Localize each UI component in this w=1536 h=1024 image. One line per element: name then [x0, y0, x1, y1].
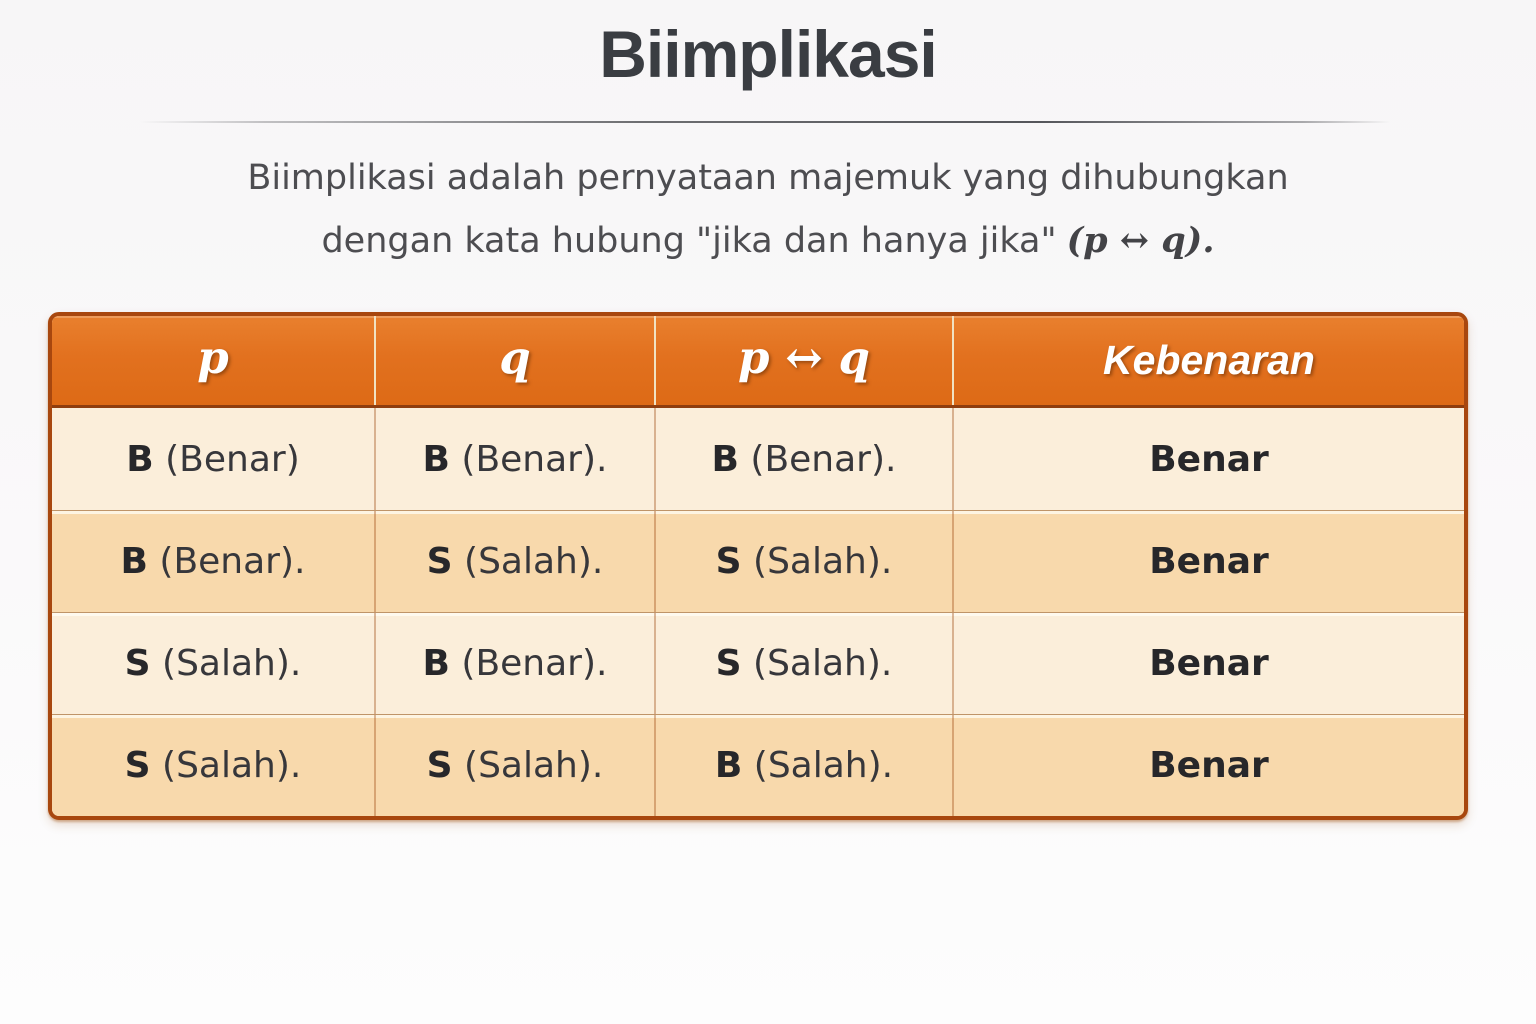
cell-result: [952, 408, 1464, 510]
truth-letter: S: [426, 541, 453, 582]
truth-letter: B: [126, 438, 154, 480]
biconditional-formula: (p ↔ q).: [1066, 220, 1215, 261]
truth-word: (Salah).: [742, 745, 894, 786]
truth-word: (Benar).: [449, 438, 608, 480]
cell-result: [952, 715, 1464, 816]
description-line2-text: dengan kata hubung "jika dan hanya jika": [321, 221, 1057, 261]
result-label: Benar: [1149, 541, 1269, 582]
truth-word: (Salah).: [452, 745, 604, 786]
truth-word: (Benar).: [449, 643, 608, 684]
truth-table: [48, 312, 1468, 820]
result-label: Benar: [1149, 745, 1269, 786]
column-header-kebenaran-label: Kebenaran: [1103, 337, 1315, 383]
cell-biconditional: [654, 715, 952, 816]
truth-letter: S: [426, 745, 453, 786]
description-line-1: Biimplikasi adalah pernyataan majemuk yang dihubungkan: [247, 158, 1289, 198]
cell-biconditional: [654, 511, 952, 612]
truth-word: (Benar).: [738, 438, 897, 480]
cell-biconditional: [654, 408, 952, 510]
table-row: [52, 612, 1464, 714]
truth-letter: B: [714, 745, 743, 786]
truth-letter: B: [422, 643, 450, 684]
title-divider: [140, 121, 1390, 123]
result-label: Benar: [1149, 643, 1269, 684]
truth-letter: B: [120, 541, 148, 582]
truth-word: (Benar): [153, 438, 300, 480]
truth-word: (Salah).: [150, 745, 302, 786]
truth-word: (Benar).: [147, 541, 306, 582]
cell-q: [374, 511, 654, 612]
truth-letter: B: [422, 438, 450, 480]
column-header-p-label: p: [197, 331, 229, 384]
cell-q: [374, 408, 654, 510]
cell-p: [52, 613, 374, 714]
column-header-q: [374, 316, 654, 405]
column-header-biconditional: [654, 316, 952, 405]
truth-word: (Salah).: [452, 541, 604, 582]
truth-letter: B: [711, 438, 739, 480]
truth-letter: S: [124, 745, 151, 786]
truth-letter: S: [715, 541, 742, 582]
page-title: Biimplikasi: [599, 17, 937, 91]
cell-biconditional: [654, 613, 952, 714]
truth-letter: S: [124, 643, 151, 684]
result-label: Benar: [1149, 438, 1269, 480]
table-row: [52, 510, 1464, 612]
cell-q: [374, 613, 654, 714]
table-row: [52, 714, 1464, 816]
truth-word: (Salah).: [150, 643, 302, 684]
truth-word: (Salah).: [741, 541, 893, 582]
cell-p: [52, 715, 374, 816]
table-header-row: [52, 316, 1464, 408]
truth-word: (Salah).: [741, 643, 893, 684]
cell-result: [952, 613, 1464, 714]
cell-p: [52, 408, 374, 510]
cell-q: [374, 715, 654, 816]
cell-result: [952, 511, 1464, 612]
column-header-q-label: q: [499, 331, 531, 384]
column-header-kebenaran: [952, 316, 1464, 405]
column-header-p: [52, 316, 374, 405]
table-row: [52, 408, 1464, 510]
truth-letter: S: [715, 643, 742, 684]
description-line-2: [0, 220, 1536, 261]
cell-p: [52, 511, 374, 612]
column-header-biconditional-label: p ↔ q: [738, 331, 870, 384]
